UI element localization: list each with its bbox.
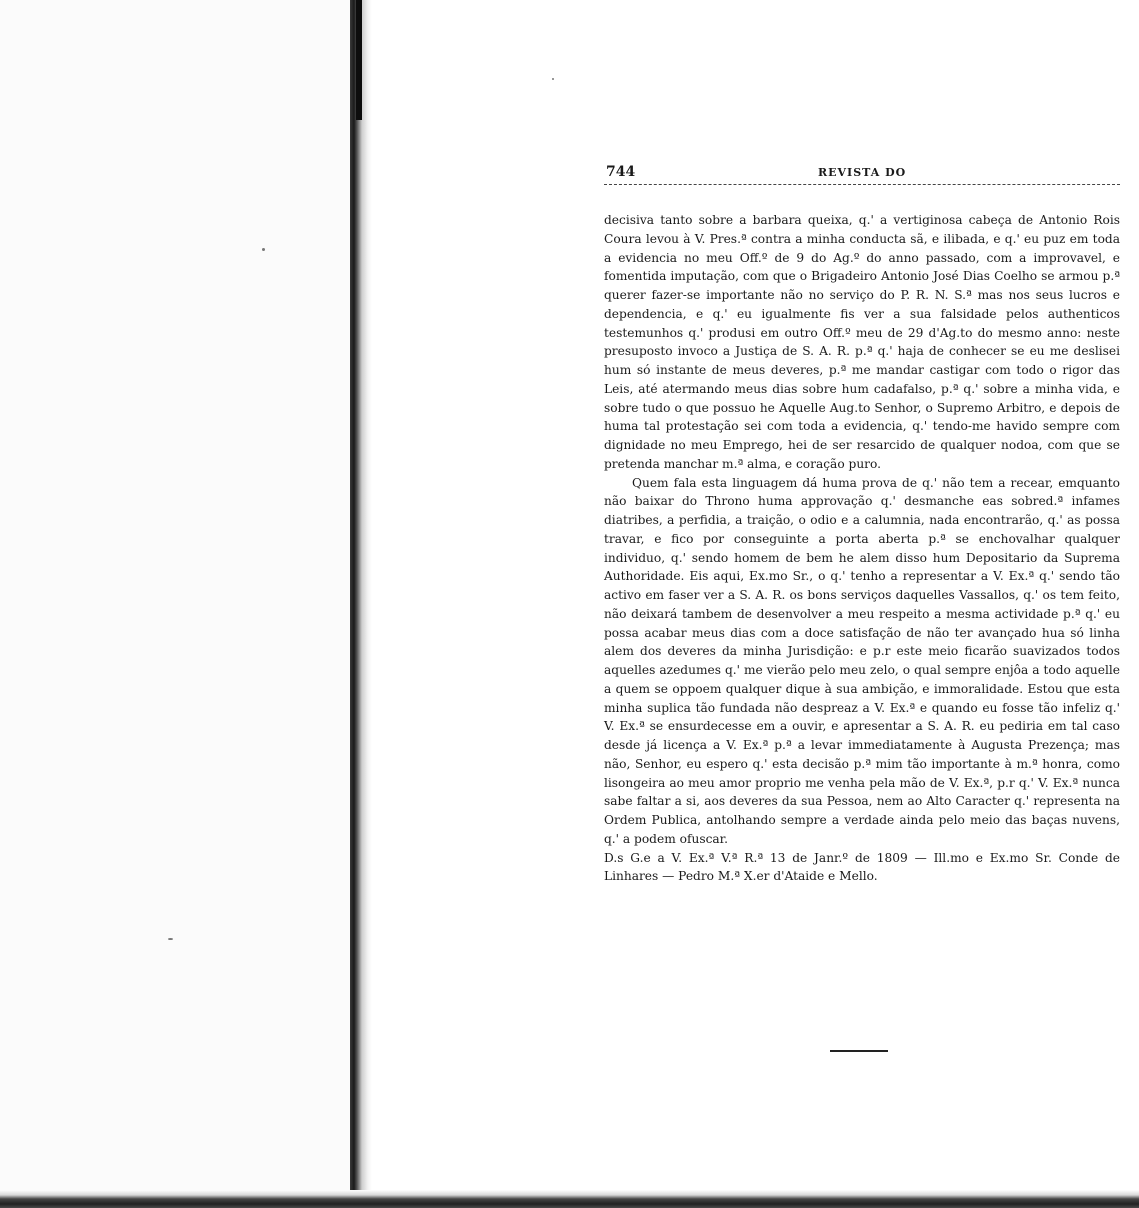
scan-speck <box>552 78 554 80</box>
running-head: REVISTA DO <box>818 166 907 179</box>
paragraph: Quem fala esta linguagem dá huma prova de q.' não tem a recear, emquanto não baixar do Throno huma approvação q.' desmanche eas sobred.ª infames diatribes, a perfidia, a traição, o odio e a calumnia, nada encontrarão, q.' as possa travar, e fico por conseguinte a porta aberta p.ª se enchovalhar qualquer individuo, q.' sendo homem de bem he alem disso hum Depositario da Suprema Authoridade. Eis aqui, Ex.mo Sr., o q.' tenho a representar a V. Ex.ª q.' sendo tão activo em faser ver a S. A. R. os bons serviços daquelles Vassallos, q.' os tem feito, não deixará tambem de desenvolver a meu respeito a mesma actividade p.ª q.' eu possa acabar meus dias com a doce satisfação de não ter avançado hua só linha alem dos deveres da minha Jurisdição: e p.r este meio ficarão suavizados todos aquelles azedumes q.' me vierão pelo meu zelo, o qual sempre enjôa a todo aquelle a quem se oppoem qualquer dique à sua ambição, e immoralidade. Estou que esta minha suplica tão fundada não despreaz a V. Ex.ª e quando eu fosse tão infeliz q.' V. Ex.ª se ensurdecesse em a ouvir, e apresentar a S. A. R. eu pediria em tal caso desde já licença a V. Ex.ª p.ª a levar immediatamente à Augusta Prezença; mas não, Senhor, eu espero q.' esta decisão p.ª mim tão importante à m.ª honra, como lisongeira ao meu amor proprio me venha pela mão de V. Ex.ª, p.r q.' V. Ex.ª nunca sabe faltar a si, aos deveres da sua Pessoa, nem ao Alto Caracter q.' representa na Ordem Publica, antolhando sempre a verdade ainda pelo meio das baças nuvens, q.' a podem ofuscar. <box>604 475 1120 846</box>
left-blank-page <box>0 0 352 1208</box>
scan-bottom-edge <box>0 1190 1139 1208</box>
document-page <box>604 160 1120 886</box>
page-number: 744 <box>606 164 636 180</box>
signature-line: D.s G.e a V. Ex.ª V.ª R.ª 13 de Janr.º de 1809 — Ill.mo e Ex.mo Sr. Conde de Linhares — Pedro M.ª X.er d'Ataide e Mello. <box>604 850 1120 884</box>
gutter-shadow <box>356 0 362 120</box>
book-gutter <box>350 0 372 1208</box>
scan-speck <box>168 938 173 940</box>
closing-rule <box>830 1050 888 1052</box>
page-header <box>604 160 1120 185</box>
body-text <box>604 211 1120 886</box>
scan-speck <box>262 248 265 251</box>
paragraph: decisiva tanto sobre a barbara queixa, q.' a vertiginosa cabeça de Antonio Rois Coura levou à V. Pres.ª contra a minha conducta sã, e ilibada, e q.' eu puz em toda a evidencia no meu Off.º de 9 do Ag.º do anno passado, com a improvavel, e fomentida imputação, com que o Brigadeiro Antonio José Dias Coelho se armou p.ª querer fazer-se importante não no serviço do P. R. N. S.ª mas nos seus lucros e dependencia, e q.' eu igualmente fis ver a sua falsidade pelos authenticos testemunhos q.' produsi em outro Off.º meu de 29 d'Ag.to do mesmo anno: neste presuposto invoco a Justiça de S. A. R. p.ª q.' haja de conhecer se eu me deslisei hum só instante de meus deveres, p.ª me mandar castigar com todo o rigor das Leis, até atermando meus dias sobre hum cadafalso, p.ª q.' sobre a minha vida, e sobre tudo o que possuo he Aquelle Aug.to Senhor, o Supremo Arbitro, e depois de huma tal protestação sei com toda a evidencia, q.' tendo-me havido sempre com dignidade no meu Emprego, hei de ser resarcido de qualquer nodoa, com que se pretenda manchar m.ª alma, e coração puro. <box>604 213 1120 471</box>
